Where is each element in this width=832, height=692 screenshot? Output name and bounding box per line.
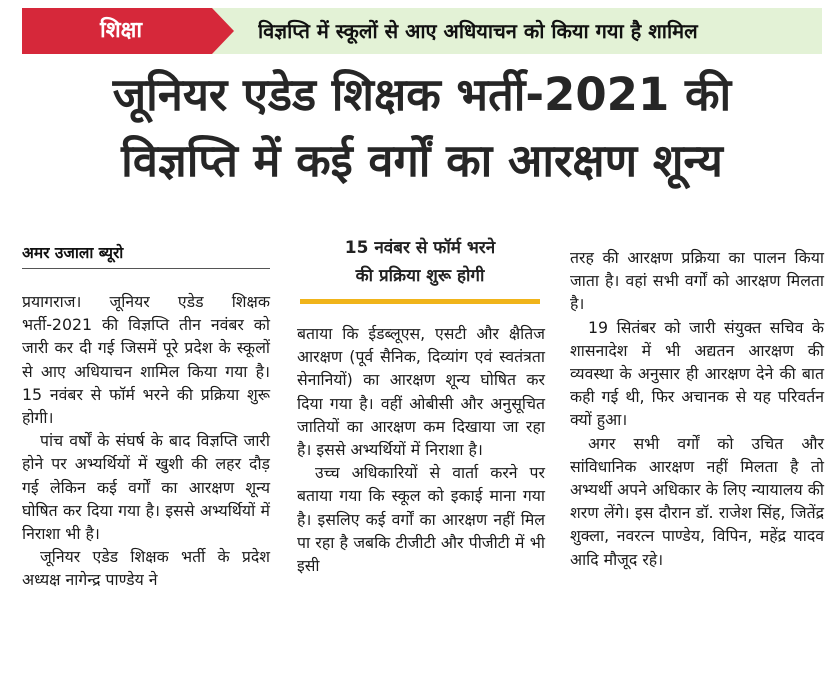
paragraph: अगर सभी वर्गों को उचित और सांविधानिक आरक्षण नहीं मिलता है तो अभ्यर्थी अपने अधिकार के लिए न्यायालय की शरण लेंगे। इस दौरान डॉ. राजेश सिंह, जितेंद्र शुक्ला, नवरत्न पाण्डेय, विपिन, महेंद्र यादव आदि मौजूद रहे। <box>570 433 824 569</box>
kicker-line: विज्ञप्ति में स्कूलों से आए अधियाचन को किया गया है शामिल <box>258 19 698 43</box>
paragraph: प्रयागराज। जूनियर एडेड शिक्षक भर्ती-2021 की विज्ञप्ति तीन नवंबर को जारी कर दी गई जिसमें पूरे प्रदेश के स्कूलों से आए अधियाचन शामिल किया गया है। 15 नवंबर से फॉर्म भरने की प्रक्रिया शुरू होगी। <box>22 292 270 428</box>
paragraph: 19 सितंबर को जारी संयुक्त सचिव के शासनादेश में भी अद्यतन आरक्षण की व्यवस्था के अनुसार ही आरक्षण देने की बात कही गई थी, फिर अचानक से यह परिवर्तन क्यों हुआ। <box>570 317 824 430</box>
subheading-line-2: की प्रक्रिया शुरू होगी <box>355 266 485 286</box>
subheading <box>297 234 543 290</box>
section-tag: शिक्षा <box>22 8 212 54</box>
paragraph: पांच वर्षों के संघर्ष के बाद विज्ञप्ति जारी होने पर अभ्यर्थियों में खुशी की लहर दौड़ गई लेकिन कई वर्गों का आरक्षण शून्य घोषित कर दिया गया है। इससे अभ्यर्थियों में निराशा भी है। <box>22 431 270 544</box>
headline-line-2: विज्ञप्ति में कई वर्गों का आरक्षण शून्य <box>121 134 723 187</box>
article-column-1 <box>22 290 270 592</box>
subheading-line-1: 15 नवंबर से फॉर्म भरने <box>344 238 496 258</box>
paragraph: जूनियर एडेड शिक्षक भर्ती के प्रदेश अध्यक्ष नागेन्द्र पाण्डेय ने <box>22 547 270 590</box>
top-banner <box>22 8 822 54</box>
paragraph: उच्च अधिकारियों से वार्ता करने पर बताया गया कि स्कूल को इकाई माना गया है। इसलिए कई वर्गों का आरक्षण नहीं मिल पा रहा है जबकि टीजीटी और पीजीटी में भी इसी <box>297 463 545 576</box>
headline <box>22 62 822 194</box>
paragraph: तरह की आरक्षण प्रक्रिया का पालन किया जाता है। वहां सभी वर्गों को आरक्षण मिलता है। <box>570 248 824 314</box>
byline: अमर उजाला ब्यूरो <box>22 238 270 269</box>
subheading-underline <box>300 299 540 304</box>
article-column-2 <box>297 322 545 577</box>
headline-line-1: जूनियर एडेड शिक्षक भर्ती-2021 की <box>112 68 732 121</box>
article-column-3 <box>570 246 824 571</box>
paragraph: बताया कि ईडब्लूएस, एसटी और क्षैतिज आरक्षण (पूर्व सैनिक, दिव्यांग एवं स्वतंत्रता सेनानियों) का आरक्षण शून्य घोषित कर दिया गया है। वहीं ओबीसी और अनुसूचित जातियों का आरक्षण कम दिखाया जा रहा है। इससे अभ्यर्थियों में निराशा है। <box>297 324 545 460</box>
